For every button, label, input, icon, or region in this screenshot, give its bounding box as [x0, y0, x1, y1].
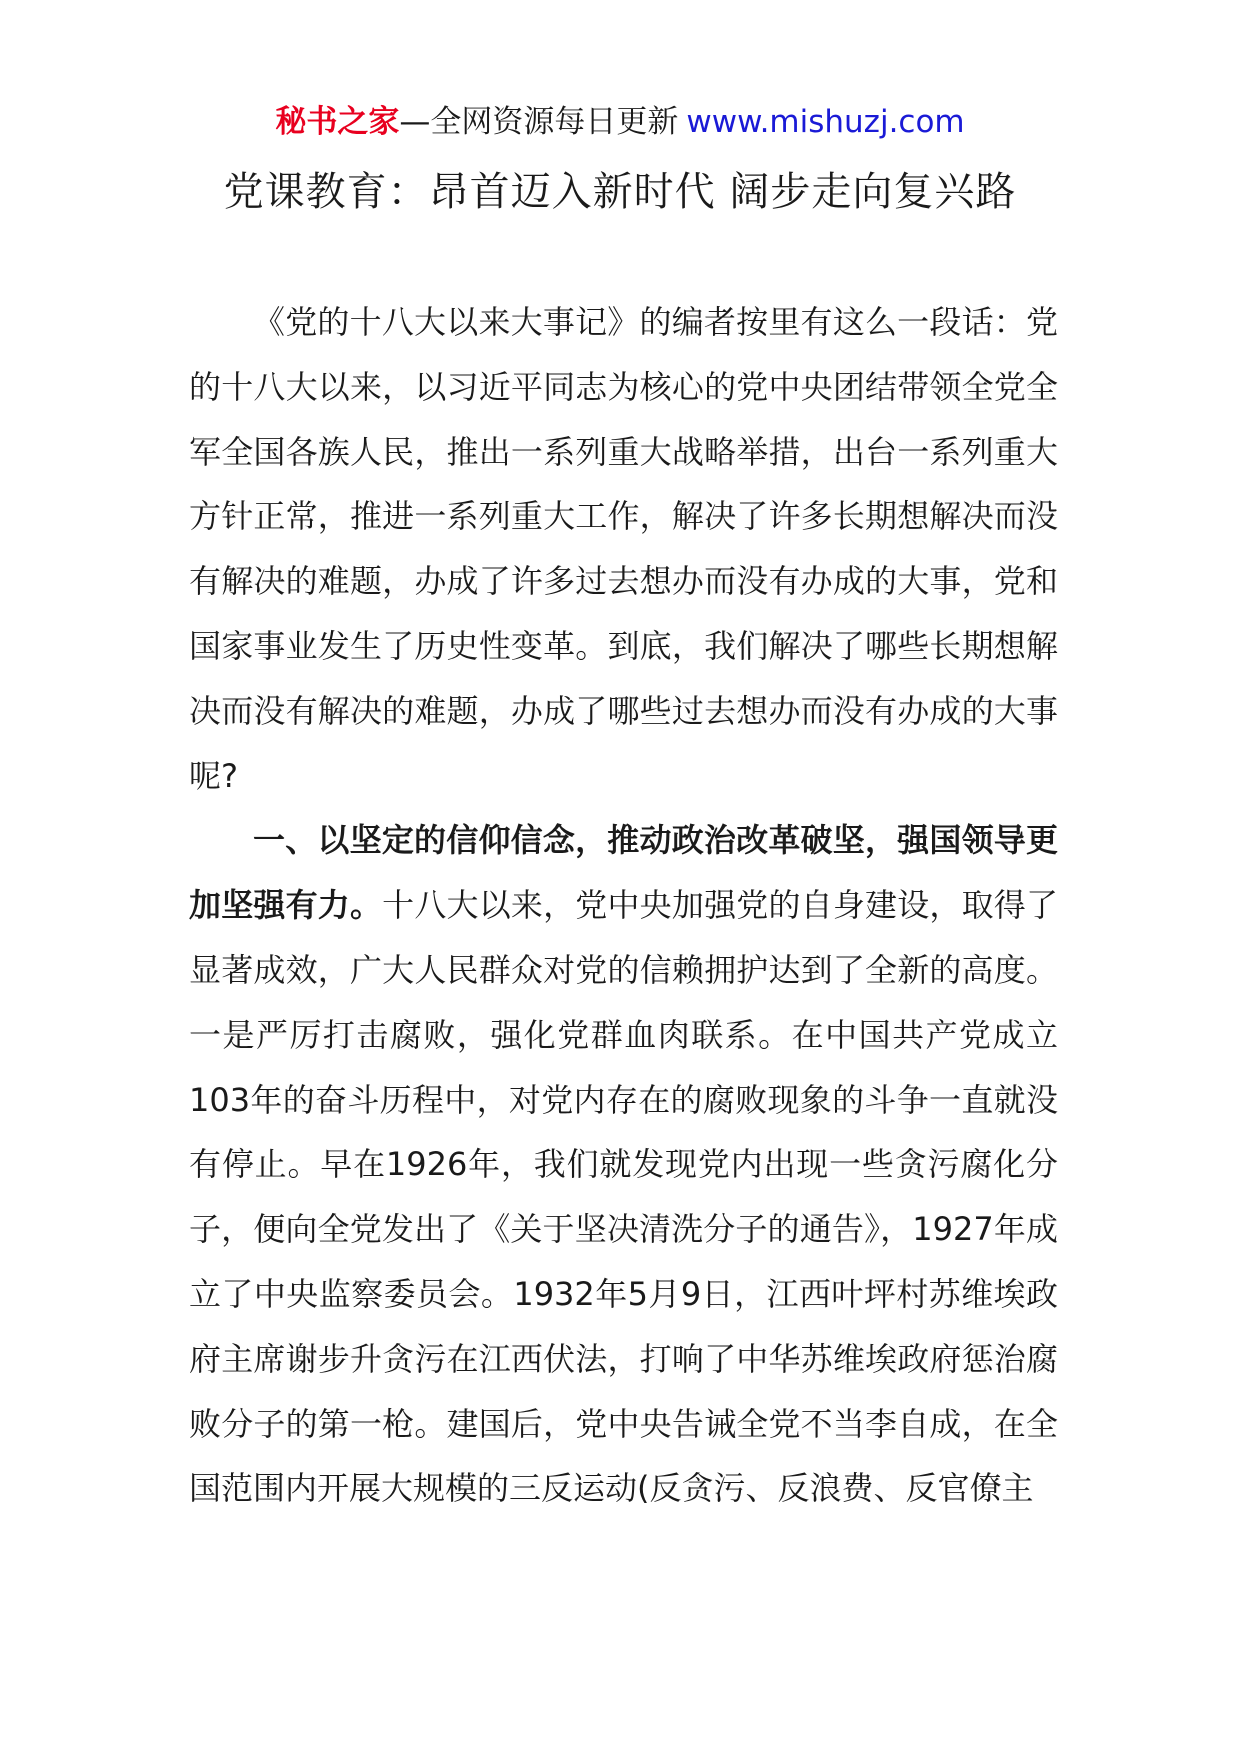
document-title: 党课教育：昂首迈入新时代 阔步走向复兴路	[223, 169, 1017, 215]
site-url-link[interactable]: www.mishuzj.com	[686, 104, 965, 140]
paragraph-section-1	[189, 808, 1058, 1521]
section-1-text: 十八大以来，党中央加强党的自身建设，取得了显著成效，广大人民群众对党的信赖拥护达到了全新的高度。一是严厉打击腐败，强化党群血肉联系。在中国共产党成立103年的奋斗历程中，对党内存在的腐败现象的斗争一直就没有停止。早在1926年，我们就发现党内出现一些贪污腐化分子，便向全党发出了《关于坚决清洗分子的通告》，1927年成立了中央监察委员会。1932年5月9日，江西叶坪村苏维埃政府主席谢步升贪污在江西伏法，打响了中华苏维埃政府惩治腐败分子的第一枪。建国后，党中央告诫全党不当李自成，在全国范围内开展大规模的三反运动(反贪污、反浪费、反官僚主	[189, 886, 1058, 1508]
paragraph-intro: 《党的十八大以来大事记》的编者按里有这么一段话：党的十八大以来，以习近平同志为核心的党中央团结带领全党全军全国各族人民，推出一系列重大战略举措，出台一系列重大方针正常，推进一系列重大工作，解决了许多长期想解决而没有解决的难题，办成了许多过去想办而没有办成的大事，党和国家事业发生了历史性变革。到底，我们解决了哪些长期想解决而没有解决的难题，办成了哪些过去想办而没有办成的大事呢?	[189, 303, 1058, 795]
site-header	[0, 100, 1240, 144]
section-1-heading: 一、以坚定的信仰信念，推动政治改革破坚，强国领导更加坚强有力。	[189, 821, 1058, 925]
document-body	[189, 290, 1058, 1521]
site-brand: 秘书之家	[275, 104, 400, 140]
site-tagline: —全网资源每日更新	[399, 104, 679, 140]
